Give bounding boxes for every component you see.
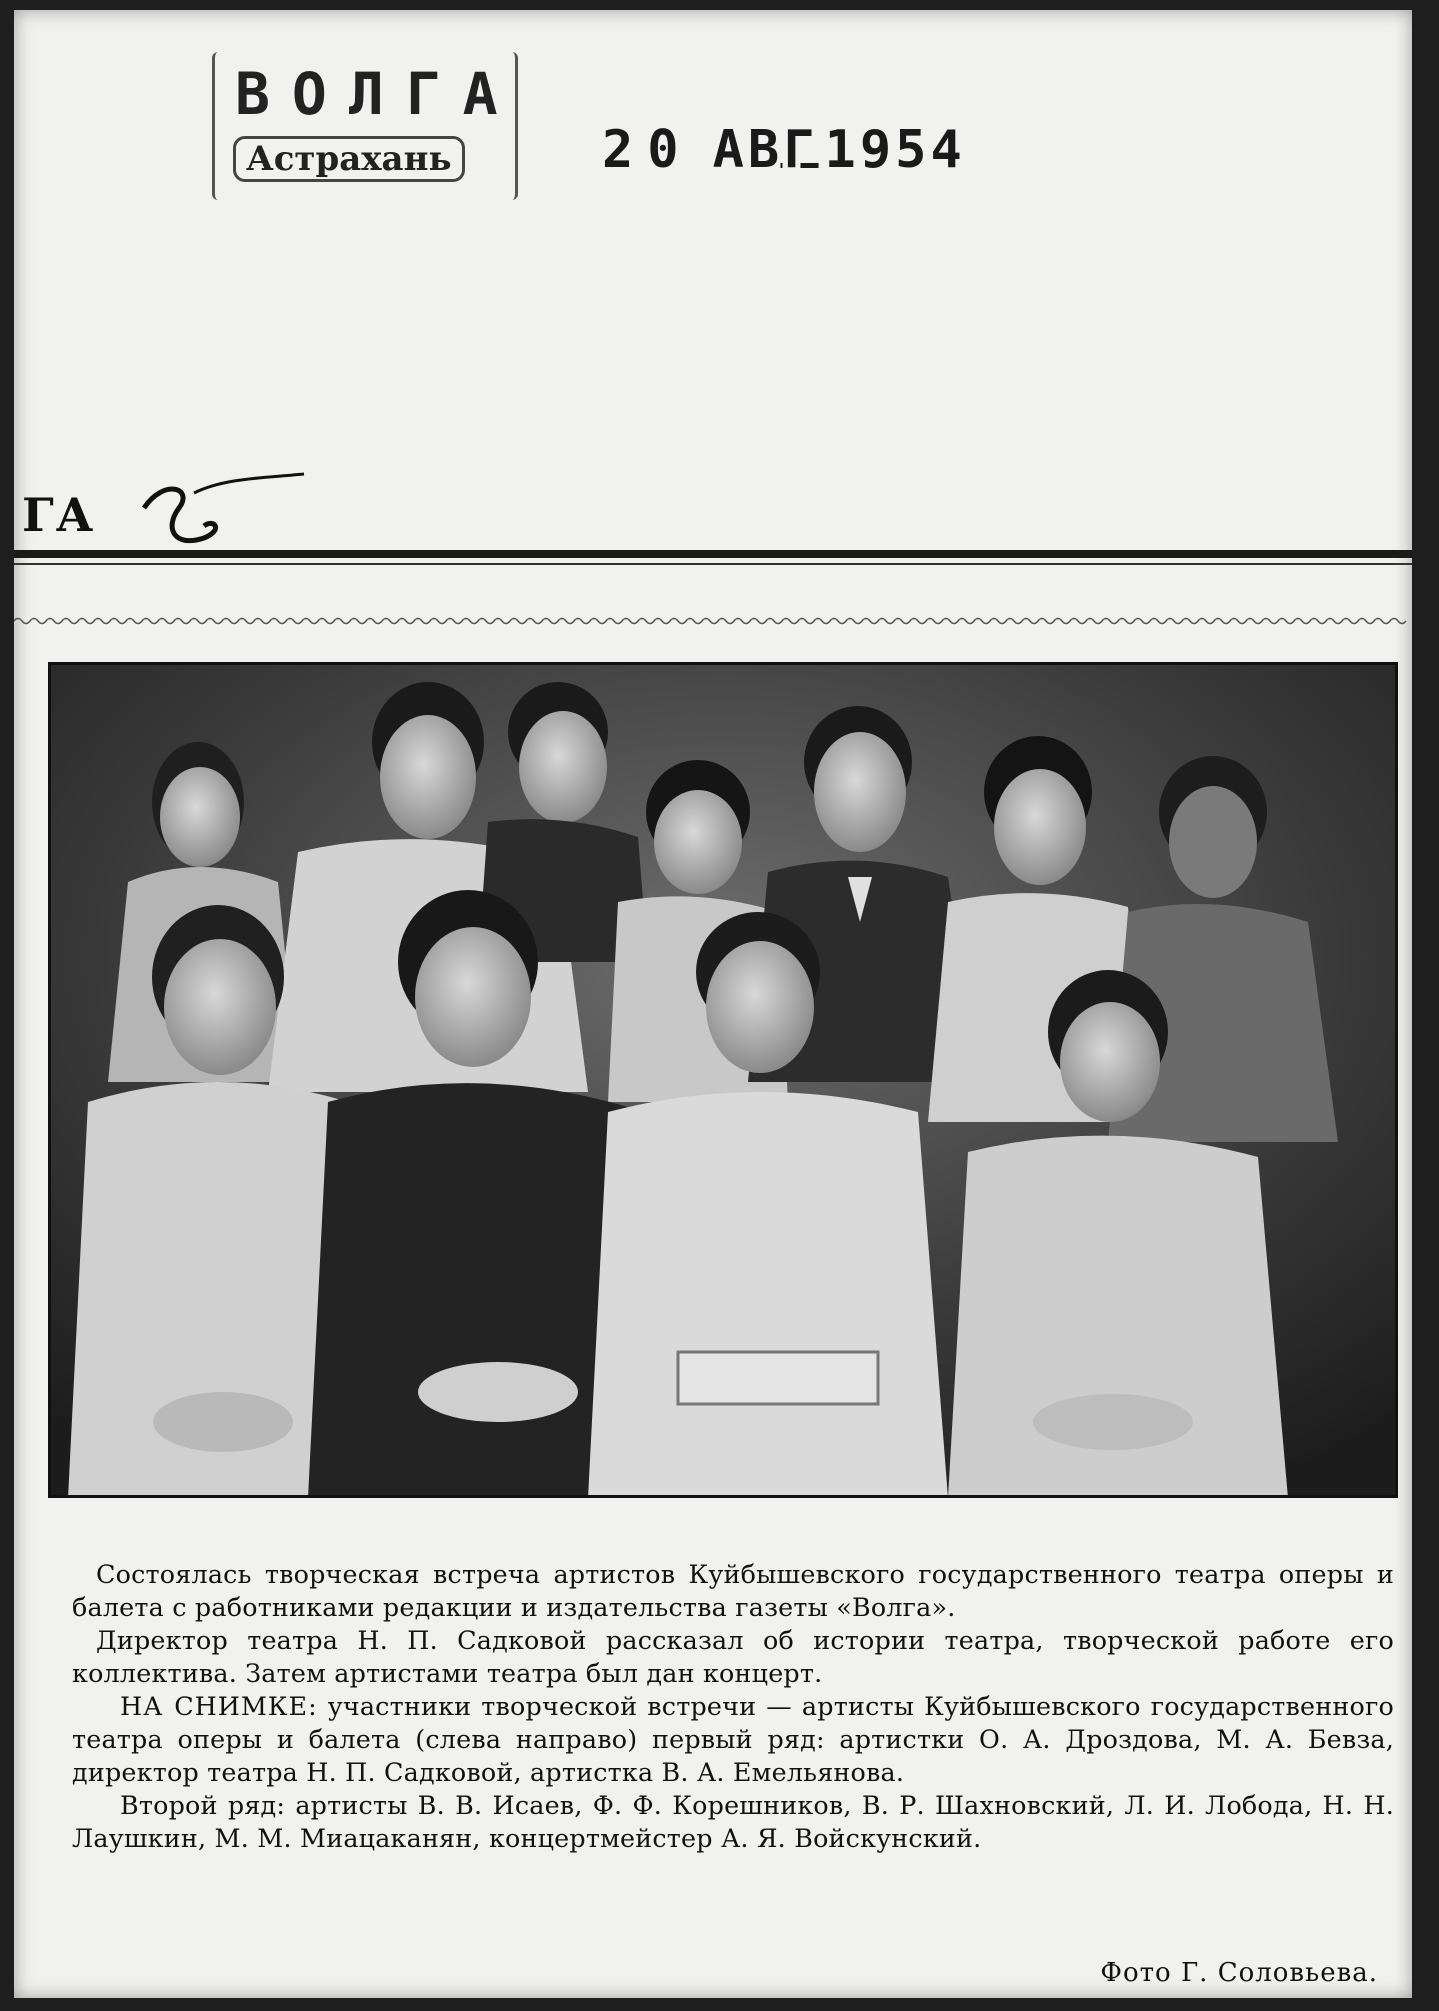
- group-photo-image: [48, 662, 1398, 1498]
- caption-paragraph-2: Директор театра Н. П. Садковой рассказал об истории театра, творческой работе его коллектива. Затем артистами театра был дан концерт.: [72, 1625, 1394, 1688]
- wavy-divider: [14, 616, 1412, 626]
- date-day: 20: [602, 120, 693, 180]
- caption-lead: НА СНИМКЕ:: [120, 1691, 318, 1721]
- date-month: АВГ: [712, 120, 819, 180]
- caption-paragraph-3: [72, 1690, 1394, 1789]
- masthead-fragment: ГА: [22, 488, 96, 542]
- stamp-title: ВОЛГА: [235, 60, 520, 128]
- photo-credit: Фото Г. Соловьева.: [1100, 1958, 1378, 1988]
- group-photo: [48, 662, 1398, 1498]
- caption-paragraph-3-text: участники творческой встречи — артисты Куйбышевского государственного театра оперы и балета (слева направо) первый ряд: артистки О. А. Дроздова, М. А. Бевза, директор театра Н. П. Садковой, артистка В. А. Емельянова.: [72, 1691, 1394, 1787]
- stamp-city: Астрахань: [233, 136, 465, 182]
- header-rule: [14, 550, 1412, 558]
- caption-paragraph-1: Состоялась творческая встреча артистов Куйбышевского государственного театра оперы и балета с работниками редакции и издательства газеты «Волга».: [72, 1559, 1394, 1622]
- date-stamp: [602, 120, 966, 180]
- date-year: 1954: [824, 120, 966, 180]
- newspaper-clipping: [14, 10, 1412, 1998]
- newspaper-stamp: [212, 52, 518, 200]
- caption-paragraph-4: Второй ряд: артисты В. В. Исаев, Ф. Ф. Корешников, В. Р. Шахновский, Л. И. Лобода, Н. Н. Лаушкин, М. М. Миацаканян, концертмейстер А. Я. Войскунский.: [72, 1790, 1394, 1853]
- photo-caption: [72, 1558, 1394, 1855]
- header-rule-thin: [14, 563, 1412, 565]
